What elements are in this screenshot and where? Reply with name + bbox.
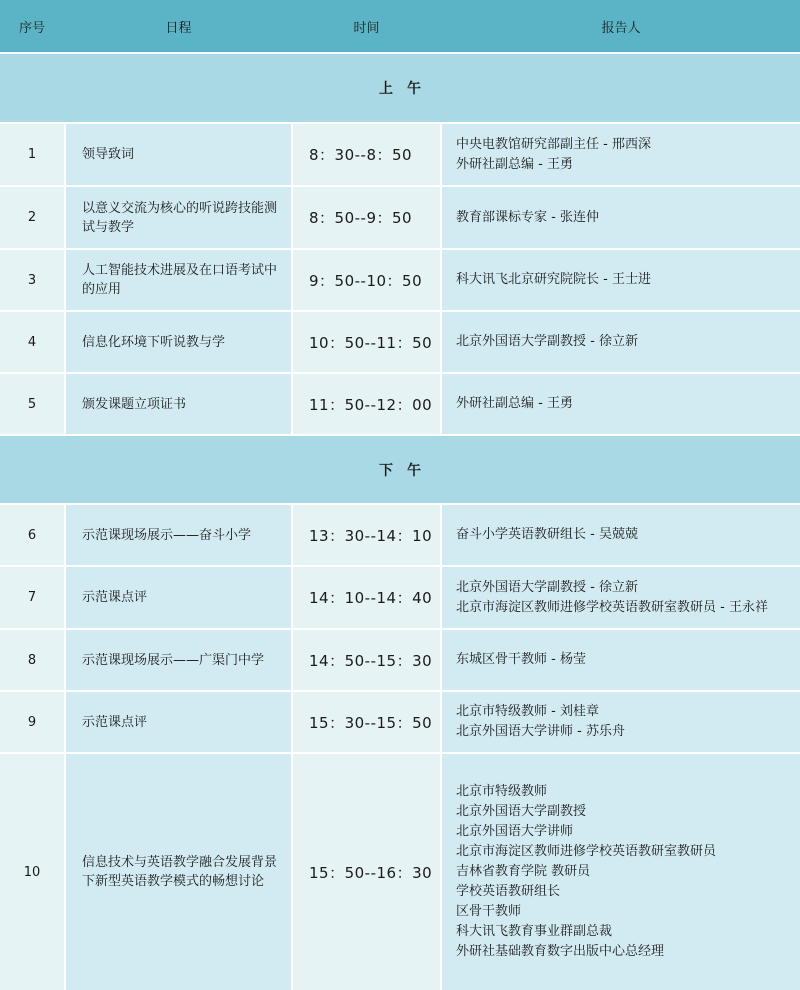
row-no: 9	[0, 692, 64, 752]
header-agenda: 日程	[66, 0, 291, 52]
row-time: 13：30--14：10	[293, 505, 440, 565]
table-row	[0, 505, 800, 565]
table-row	[0, 124, 800, 185]
speaker-line: 科大讯飞教育事业群副总裁	[456, 924, 613, 939]
speaker-line: 北京外国语大学副教授 - 徐立新	[456, 334, 638, 349]
row-speakers	[442, 567, 800, 628]
row-speakers	[442, 124, 800, 185]
speaker-line: 北京外国语大学讲师 - 苏乐舟	[456, 724, 625, 739]
row-agenda: 信息化环境下听说教与学	[66, 312, 291, 372]
row-no: 5	[0, 374, 64, 434]
row-agenda: 领导致词	[66, 124, 291, 185]
table-row	[0, 374, 800, 434]
row-speakers	[442, 374, 800, 434]
speaker-line: 北京市海淀区教师进修学校英语教研室教研员	[456, 844, 717, 859]
row-time: 11：50--12：00	[293, 374, 440, 434]
row-no: 8	[0, 630, 64, 690]
row-time: 8：30--8：50	[293, 124, 440, 185]
row-speakers	[442, 505, 800, 565]
row-agenda: 人工智能技术进展及在口语考试中的应用	[66, 250, 291, 310]
row-speakers	[442, 692, 800, 752]
speaker-line: 北京外国语大学副教授 - 徐立新	[456, 579, 638, 595]
header-speaker: 报告人	[442, 0, 800, 52]
row-time: 10：50--11：50	[293, 312, 440, 372]
row-agenda: 颁发课题立项证书	[66, 374, 291, 434]
header-no: 序号	[0, 0, 64, 52]
speaker-line: 吉林省教育学院 教研员	[456, 864, 591, 879]
speaker-line: 科大讯飞北京研究院院长 - 王士进	[456, 272, 651, 287]
row-time: 9：50--10：50	[293, 250, 440, 310]
speaker-line: 北京市特级教师 - 刘桂章	[456, 704, 599, 719]
row-agenda: 信息技术与英语教学融合发展背景下新型英语教学模式的畅想讨论	[66, 754, 291, 990]
speaker-line: 教育部课标专家 - 张连仲	[456, 209, 599, 225]
speaker-line: 奋斗小学英语教研组长 - 吴兢兢	[456, 527, 638, 542]
row-speakers	[442, 250, 800, 310]
row-no: 4	[0, 312, 64, 372]
speaker-line: 学校英语教研组长	[456, 884, 561, 899]
row-agenda: 示范课点评	[66, 692, 291, 752]
header-time: 时间	[293, 0, 440, 52]
table-row	[0, 250, 800, 310]
row-speakers	[442, 754, 800, 990]
row-agenda: 示范课现场展示——奋斗小学	[66, 505, 291, 565]
section-afternoon: 下 午	[0, 436, 800, 503]
row-agenda: 以意义交流为核心的听说跨技能测试与教学	[66, 187, 291, 248]
row-no: 2	[0, 187, 64, 248]
row-no: 10	[0, 754, 64, 990]
speaker-line: 北京外国语大学讲师	[456, 824, 574, 839]
table-row	[0, 692, 800, 752]
speaker-line: 北京市特级教师	[456, 784, 548, 799]
section-morning: 上 午	[0, 54, 800, 122]
row-time: 8：50--9：50	[293, 187, 440, 248]
speaker-line: 区骨干教师	[456, 904, 522, 919]
speaker-line: 北京市海淀区教师进修学校英语教研室教研员 - 王永祥	[456, 599, 768, 615]
row-speakers	[442, 312, 800, 372]
table-row	[0, 312, 800, 372]
table-row	[0, 630, 800, 690]
row-agenda: 示范课现场展示——广渠门中学	[66, 630, 291, 690]
speaker-line: 北京外国语大学副教授	[456, 804, 587, 819]
row-no: 1	[0, 124, 64, 185]
row-speakers	[442, 187, 800, 248]
speaker-line: 外研社基础教育数字出版中心总经理	[456, 944, 665, 959]
row-speakers	[442, 630, 800, 690]
speaker-line: 外研社副总编 - 王勇	[456, 156, 573, 172]
row-time: 14：10--14：40	[293, 567, 440, 628]
row-no: 7	[0, 567, 64, 628]
speaker-line: 中央电教馆研究部副主任 - 邢西深	[456, 136, 651, 152]
row-time: 15：50--16：30	[293, 754, 440, 990]
row-agenda: 示范课点评	[66, 567, 291, 628]
table-row	[0, 187, 800, 248]
table-header	[0, 0, 800, 52]
row-no: 6	[0, 505, 64, 565]
table-row	[0, 567, 800, 628]
row-time: 14：50--15：30	[293, 630, 440, 690]
speaker-line: 东城区骨干教师 - 杨莹	[456, 652, 586, 667]
speaker-line: 外研社副总编 - 王勇	[456, 396, 573, 411]
row-time: 15：30--15：50	[293, 692, 440, 752]
table-row	[0, 754, 800, 990]
row-no: 3	[0, 250, 64, 310]
